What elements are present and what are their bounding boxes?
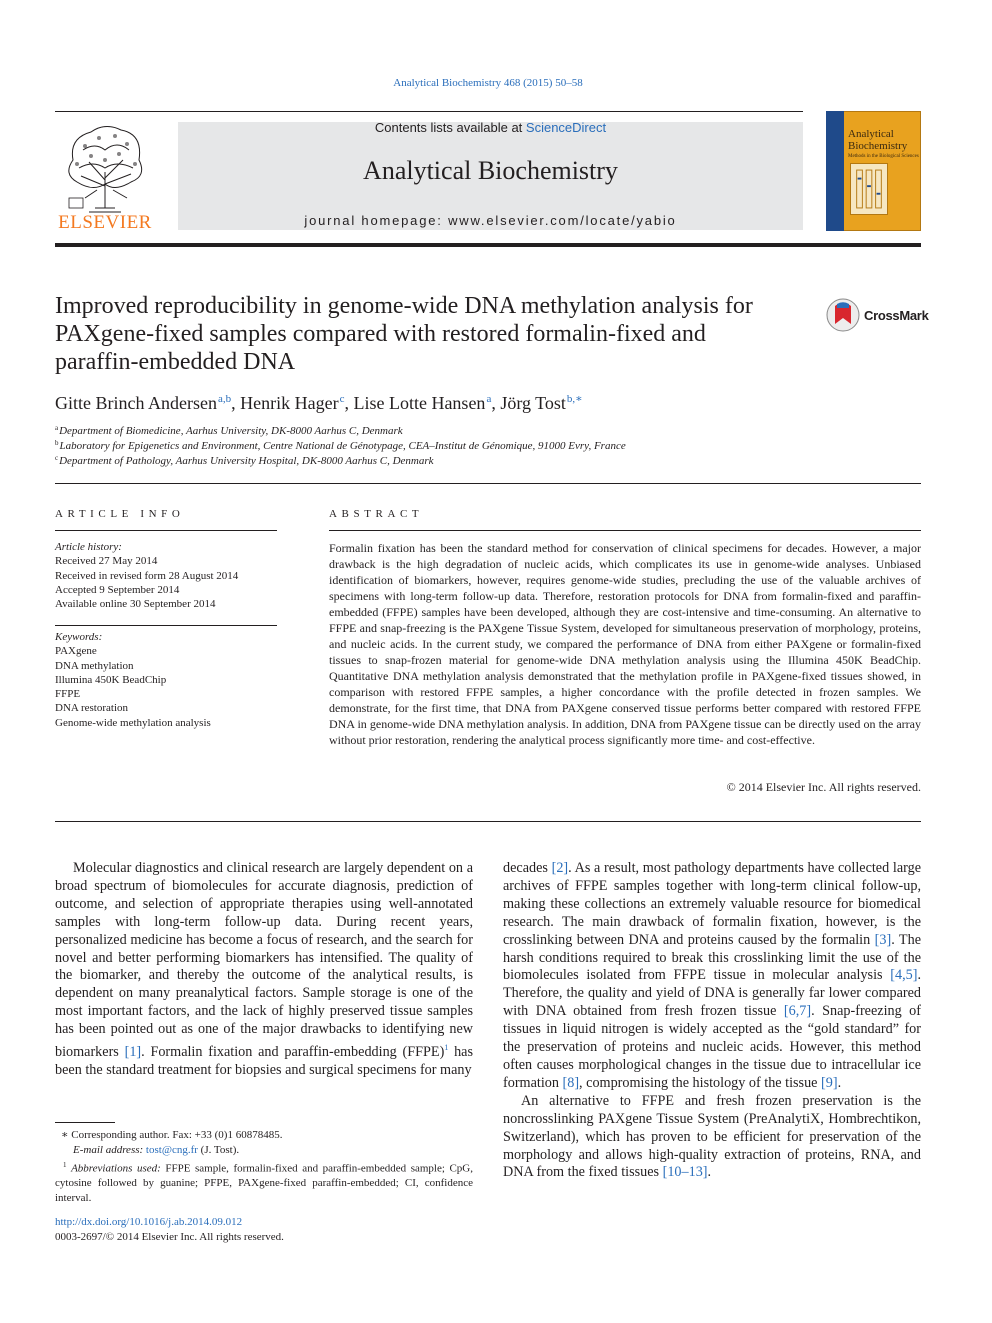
- author-affiliation-marker[interactable]: a,b: [217, 393, 232, 405]
- header-thick-rule: [55, 243, 921, 247]
- author-list: Gitte Brinch Andersen$^{a,b}$, Henrik Hager$^c$, Lise Lotte Hansen$^a$, Jörg Tost$^{b,∗}$: [55, 393, 583, 413]
- author-affiliation-marker[interactable]: c: [339, 393, 345, 405]
- cover-figure-icon: [850, 163, 888, 215]
- email-suffix: (J. Tost).: [200, 1143, 240, 1156]
- abstract-heading: ABSTRACT: [329, 508, 424, 520]
- doi-link[interactable]: http://dx.doi.org/10.1016/j.ab.2014.09.012: [55, 1216, 243, 1228]
- keywords-rule: [55, 625, 277, 626]
- keywords-list: [55, 630, 277, 730]
- history-item: Received in revised form 28 August 2014: [55, 569, 239, 582]
- abbreviations-label: Abbreviations used:: [71, 1162, 161, 1175]
- history-item: Accepted 9 September 2014: [55, 583, 180, 596]
- author-name[interactable]: Gitte Brinch Andersen: [55, 393, 217, 413]
- affiliation-text: Laboratory for Epigenetics and Environment, Centre National de Génotypage, CEA–Institut de Génomique, 91000 Evry, France: [59, 440, 626, 452]
- citation-link[interactable]: [4,5]: [890, 967, 918, 984]
- footnote-reference[interactable]: 1: [444, 1043, 449, 1053]
- history-item: Available online 30 September 2014: [55, 598, 216, 611]
- citation-link[interactable]: [2]: [551, 860, 569, 876]
- citation-link[interactable]: [6,7]: [783, 1003, 812, 1020]
- body-paragraph: An alternative to FFPE and fresh frozen preservation is the noncrosslinking PAXgene Tissue System (PreAnalytiX, Hombrechtikon, Switzerland), which has proven to be efficient for preservation of the morphology and allows high-quality extraction of proteins, RNA, and DNA from the fixed tissues [10–13].: [503, 1092, 921, 1181]
- journal-homepage[interactable]: journal homepage: www.elsevier.com/locate/yabio: [304, 213, 677, 228]
- crossmark-label[interactable]: CrossMark: [864, 308, 929, 323]
- author-name[interactable]: Jörg Tost: [500, 393, 566, 413]
- citation-link[interactable]: [9]: [821, 1074, 838, 1091]
- contents-line: [178, 120, 803, 135]
- abstract-bottom-rule: [55, 821, 921, 822]
- journal-title: Analytical Biochemistry: [363, 156, 618, 185]
- abstract-copyright: © 2014 Elsevier Inc. All rights reserved.: [726, 780, 921, 794]
- footnote-marker: 1: [63, 1160, 67, 1169]
- footnote-text: Corresponding author. Fax: +33 (0)1 60878485.: [71, 1129, 283, 1141]
- elsevier-wordmark: ELSEVIER: [58, 212, 152, 233]
- affiliation-marker: a: [55, 424, 59, 432]
- contents-prefix: Contents lists available at: [374, 120, 526, 135]
- affiliation-marker: c: [55, 454, 59, 462]
- keyword: PAXgene: [55, 645, 97, 658]
- citation-link[interactable]: [8]: [562, 1074, 580, 1091]
- history-item: Received 27 May 2014: [55, 555, 158, 568]
- footnotes: [55, 1128, 473, 1206]
- affiliation-rule: [55, 483, 921, 484]
- cover-title: Analytical Biochemistry: [848, 128, 908, 152]
- sciencedirect-link[interactable]: ScienceDirect: [525, 120, 607, 135]
- history-label: Article history:: [55, 541, 122, 553]
- citation-link[interactable]: [3]: [874, 931, 892, 948]
- author-name[interactable]: Lise Lotte Hansen: [353, 393, 486, 413]
- abstract-rule: [329, 530, 921, 531]
- keyword: FFPE: [55, 688, 81, 701]
- article-info-rule: [55, 530, 277, 531]
- affiliation-text: Department of Pathology, Aarhus University Hospital, DK-8000 Aarhus C, Denmark: [59, 455, 434, 467]
- article-history: [55, 540, 277, 611]
- article-info-heading: ARTICLE INFO: [55, 508, 185, 520]
- crossmark-icon[interactable]: [826, 298, 860, 332]
- affiliation-marker: b: [55, 439, 59, 447]
- corresponding-author-note: [55, 1128, 473, 1143]
- body-paragraph: Molecular diagnostics and clinical research are largely dependent on a broad spectrum of biomolecules for accurate diagnosis, prediction of outcome, and selection of appropriate therapies using well-annotated samples with long-term follow-up data. During recent years, personalized medicine has become a focus of research, and the search for novel and better performing biomarkers has intensified. The quality of the biomarker, and thereby the outcome of the analytical results, is dependent on many preanalytical factors. Sample storage is one of the most important factors, and the lack of highly preserved tissue samples has been pointed out as one of the major drawbacks to identifying new biomarkers [1]. Formalin fixation and paraffin-embedding (FFPE)$^1$ has been the standard treatment for biopsies and surgical specimens for many: [55, 860, 474, 1078]
- cover-subtitle: Methods in the Biological Sciences: [848, 154, 919, 159]
- citation-link[interactable]: [10–13]: [662, 1164, 708, 1181]
- keyword: Genome-wide methylation analysis: [55, 716, 211, 729]
- keyword: DNA methylation: [55, 659, 134, 672]
- affiliation-text: Department of Biomedicine, Aarhus University, DK-8000 Aarhus C, Denmark: [59, 425, 403, 437]
- keyword: DNA restoration: [55, 702, 129, 715]
- cover-spine: [826, 111, 844, 231]
- journal-citation[interactable]: Analytical Biochemistry 468 (2015) 50–58: [393, 77, 583, 89]
- footnote-marker: ∗: [61, 1129, 69, 1141]
- affiliation: [55, 424, 915, 437]
- body-column-left: [55, 860, 473, 1080]
- abbreviations-text: FFPE sample, formalin-fixed and paraffin-embedded sample; CpG, cytosine followed by guanine; PFPE, PAXgene-fixed paraffin-embedded; CI, confidence interval.: [55, 1162, 474, 1204]
- abbreviations-note: [55, 1158, 473, 1206]
- keywords-label: Keywords:: [55, 631, 103, 643]
- author-affiliation-marker[interactable]: b,∗: [566, 393, 583, 405]
- author-affiliation-marker[interactable]: a: [486, 393, 492, 405]
- keyword: Illumina 450K BeadChip: [55, 673, 167, 686]
- article-title: Improved reproducibility in genome-wide DNA methylation analysis for PAXgene-fixed samples compared with restored formalin-fixed and paraffin-embedded DNA: [55, 293, 753, 375]
- header-rule: [55, 111, 803, 112]
- abstract-text: Formalin fixation has been the standard method for conservation of clinical specimens for decades. However, a major drawback is the high degradation of nucleic acids, which complicates its use in genome-wide analyses. Unbiased identification of biomarkers, however, requires genome-wide studies, precluding the use of the valuable archives of specimens with long-term follow-up data. Therefore, restoration protocols for DNA from formalin-fixed and paraffin-embedded (FFPE) samples have been developed, although they are cost-intensive and time-consuming. An alternative to FFPE and snap-freezing is the PAXgene Tissue System, developed for simultaneous preservation of morphology, proteins, and nucleic acids. In the current study, we compared the performance of DNA from either PAXgene or formalin-fixed tissues to snap-frozen material for genome-wide DNA methylation analysis using the Illumina 450K BeadChip. Quantitative DNA methylation analysis demonstrated that the methylation profile in PAXgene-fixed tissues showed, in comparison with restored FFPE samples, a higher concordance with the profile detected in frozen samples. We demonstrate, for the first time, that DNA from PAXgene conserved tissue performs better compared with restored FFPE DNA in genome-wide DNA methylation analysis. In addition, DNA from PAXgene tissue can be directly used on the array without prior restoration, rendering the analytical process significantly more time- and cost-effective.: [329, 541, 921, 747]
- author-name[interactable]: Henrik Hager: [240, 393, 339, 413]
- body-paragraph: decades [2]. As a result, most pathology departments have collected large archives of FFPE samples together with long-term clinical follow-up, making these collections an extremely valuable resource for biomedical research. The main drawback of formalin fixation, however, is the crosslinking between DNA and proteins caused by the formalin [3]. The harsh conditions required to break this crosslinking limit the use of the biomolecules isolated from FFPE tissue in molecular analysis [4,5]. Therefore, the quality and yield of DNA is generally far lower compared with DNA obtained from fresh frozen tissue [6,7]. Snap-freezing of tissues in liquid nitrogen is widely accepted as the “gold standard” for the preservation of proteins and nucleic acids. However, this method often causes morphological changes in the tissue due to intracellular ice formation [8], compromising the histology of the tissue [9].: [503, 860, 921, 1091]
- affiliation: [55, 439, 915, 452]
- citation-link[interactable]: [1]: [124, 1044, 142, 1061]
- email-note: [55, 1143, 473, 1158]
- footnote-rule: [55, 1122, 115, 1123]
- body-column-right: [503, 860, 921, 1182]
- email-label: E-mail address:: [73, 1143, 144, 1156]
- issn-copyright: 0003-2697/© 2014 Elsevier Inc. All rights reserved.: [55, 1231, 284, 1243]
- affiliation: [55, 454, 915, 467]
- email-link[interactable]: tost@cng.fr: [145, 1143, 198, 1156]
